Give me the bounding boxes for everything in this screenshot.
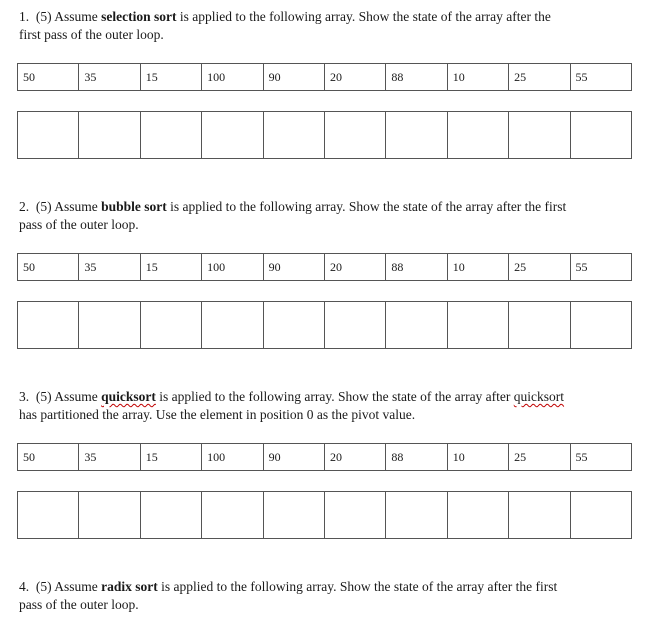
array-cell: 55 (570, 64, 631, 91)
question-body: is applied to the following array. Show the state of the array after the first (161, 579, 558, 594)
answer-cell[interactable] (140, 302, 201, 349)
answer-cell[interactable] (324, 492, 385, 539)
answer-cell[interactable] (324, 112, 385, 159)
array-cell: 55 (570, 254, 631, 281)
array-cell: 90 (263, 254, 324, 281)
answer-cell[interactable] (140, 112, 201, 159)
array-cell: 90 (263, 444, 324, 471)
answer-cell[interactable] (509, 112, 570, 159)
question-pre: Assume (54, 389, 98, 404)
question-pre: Assume (54, 199, 98, 214)
answer-cell[interactable] (263, 302, 324, 349)
question-1-answer-array[interactable] (17, 111, 632, 159)
question-2-answer-array[interactable] (17, 301, 632, 349)
array-cell: 15 (140, 64, 201, 91)
array-cell: 10 (447, 64, 508, 91)
array-cell: 50 (18, 444, 79, 471)
array-cell: 35 (79, 444, 140, 471)
question-body-line2: first pass of the outer loop. (19, 27, 164, 42)
algorithm-name: selection sort (101, 9, 177, 24)
question-body: is applied to the following array. Show the state of the array after (159, 389, 511, 404)
question-body-line2: has partitioned the array. Use the element in position 0 as the pivot value. (19, 407, 416, 422)
array-cell: 35 (79, 64, 140, 91)
array-cell: 25 (509, 444, 570, 471)
question-body: is applied to the following array. Show the state of the array after the (179, 9, 551, 24)
array-cell: 50 (18, 254, 79, 281)
question-body: is applied to the following array. Show the state of the array after the first (170, 199, 567, 214)
question-1-given-array (17, 63, 632, 91)
answer-cell[interactable] (386, 492, 447, 539)
array-cell: 88 (386, 444, 447, 471)
array-cell: 35 (79, 254, 140, 281)
array-cell: 10 (447, 254, 508, 281)
answer-cell[interactable] (447, 302, 508, 349)
question-number: 3. (19, 389, 30, 404)
answer-cell[interactable] (79, 492, 140, 539)
question-number: 4. (19, 579, 30, 594)
algorithm-name: quicksort (101, 389, 156, 404)
question-3-given-array (17, 443, 632, 471)
algorithm-name: bubble sort (101, 199, 167, 214)
array-cell: 25 (509, 254, 570, 281)
answer-cell[interactable] (263, 492, 324, 539)
question-points: (5) (35, 579, 52, 594)
array-cell: 90 (263, 64, 324, 91)
spellcheck-word: quicksort (513, 389, 565, 404)
array-cell: 88 (386, 64, 447, 91)
array-cell: 55 (570, 444, 631, 471)
question-3-text (19, 388, 639, 424)
array-cell: 15 (140, 254, 201, 281)
question-pre: Assume (54, 579, 98, 594)
question-points: (5) (35, 199, 52, 214)
answer-cell[interactable] (202, 492, 263, 539)
question-2-text (19, 198, 639, 234)
array-cell: 10 (447, 444, 508, 471)
answer-cell[interactable] (509, 492, 570, 539)
answer-cell[interactable] (79, 112, 140, 159)
answer-cell[interactable] (263, 112, 324, 159)
answer-cell[interactable] (18, 302, 79, 349)
answer-cell[interactable] (570, 112, 631, 159)
answer-cell[interactable] (570, 302, 631, 349)
question-2-given-array (17, 253, 632, 281)
question-body-line2: pass of the outer loop. (19, 217, 139, 232)
question-pre: Assume (54, 9, 98, 24)
answer-cell[interactable] (386, 302, 447, 349)
answer-cell[interactable] (18, 112, 79, 159)
answer-cell[interactable] (202, 302, 263, 349)
array-cell: 50 (18, 64, 79, 91)
array-cell: 20 (324, 444, 385, 471)
array-cell: 88 (386, 254, 447, 281)
array-cell: 100 (202, 444, 263, 471)
question-1-text (19, 8, 639, 44)
answer-cell[interactable] (447, 112, 508, 159)
answer-cell[interactable] (18, 492, 79, 539)
array-cell: 20 (324, 64, 385, 91)
array-cell: 100 (202, 254, 263, 281)
array-cell: 25 (509, 64, 570, 91)
question-body-line2: pass of the outer loop. (19, 597, 139, 612)
answer-cell[interactable] (386, 112, 447, 159)
array-cell: 100 (202, 64, 263, 91)
array-cell: 15 (140, 444, 201, 471)
answer-cell[interactable] (447, 492, 508, 539)
question-3-answer-array[interactable] (17, 491, 632, 539)
answer-cell[interactable] (324, 302, 385, 349)
answer-cell[interactable] (79, 302, 140, 349)
answer-cell[interactable] (509, 302, 570, 349)
question-number: 1. (19, 9, 30, 24)
question-points: (5) (35, 9, 52, 24)
answer-cell[interactable] (570, 492, 631, 539)
answer-cell[interactable] (140, 492, 201, 539)
question-number: 2. (19, 199, 30, 214)
algorithm-name: radix sort (101, 579, 158, 594)
array-cell: 20 (324, 254, 385, 281)
question-4-text (19, 578, 639, 614)
question-points: (5) (35, 389, 52, 404)
answer-cell[interactable] (202, 112, 263, 159)
